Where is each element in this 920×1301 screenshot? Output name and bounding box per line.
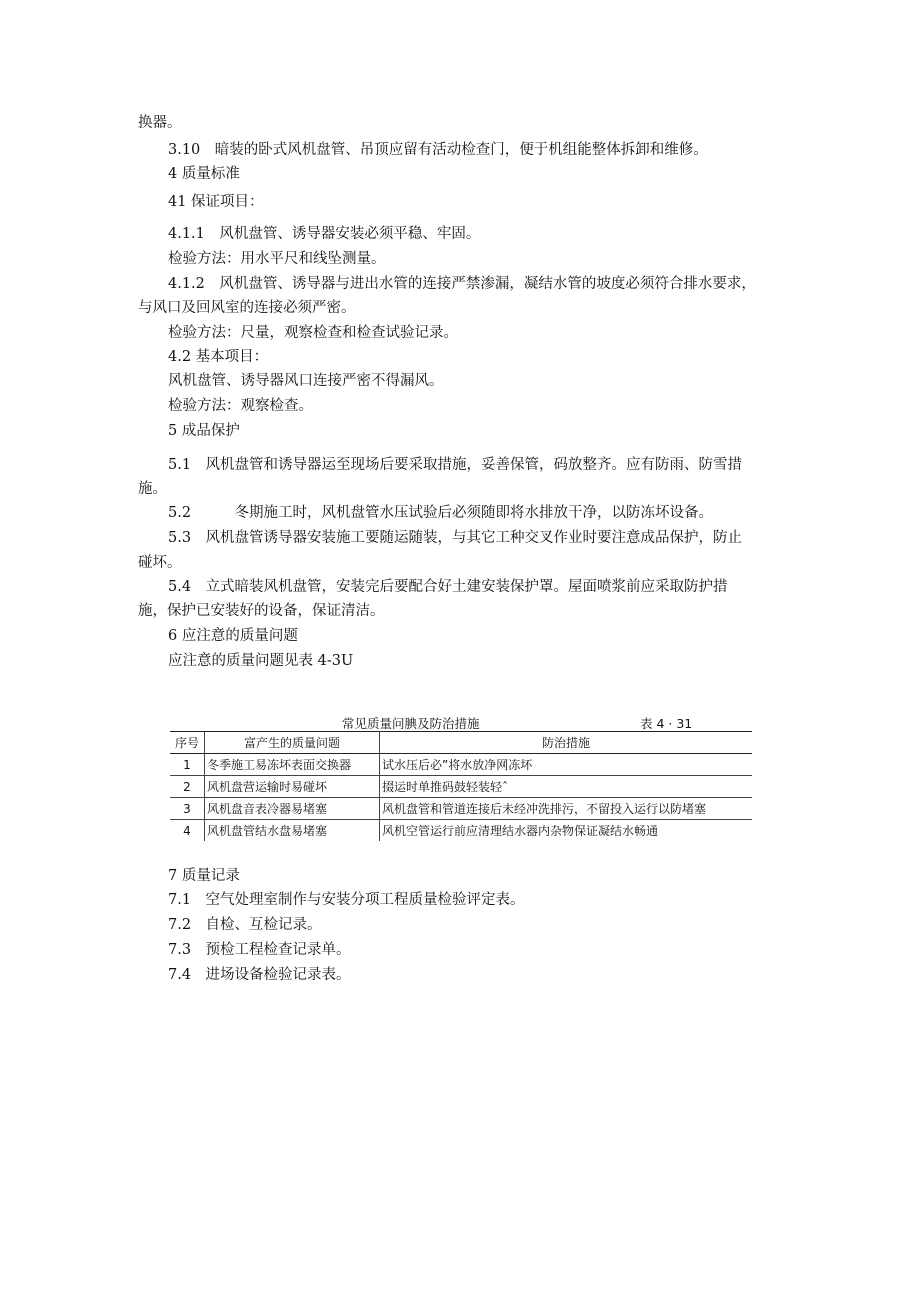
cell-index: 4	[183, 823, 191, 838]
text-line: 7.1 空气处理室制作与安装分项工程质量检验评定表。	[168, 892, 525, 908]
header-measure: 防治措施	[380, 732, 753, 754]
subsection-heading: 4.2 基本项目：	[168, 349, 269, 365]
text-line: 换器。	[138, 115, 182, 131]
header-index: 序号	[170, 732, 205, 754]
cell-problem: 冬季施工易冻坏表面交换器	[205, 754, 380, 776]
cell-measure: 风机盘管和管道连接后未经冲洗排污，不留投入运行以防堵塞	[380, 798, 753, 820]
cell-problem: 风机盘营运输时易碰坏	[205, 776, 380, 798]
cell-problem: 风机盘管结水盘易堵塞	[205, 820, 380, 842]
text-line: 5.3 风机盘管诱导器安装施工要随运随装，与其它工种交叉作业时要注意成品保护，防止	[168, 530, 743, 546]
table-caption	[170, 714, 752, 732]
text-line: 4.1.2 风机盘管、诱导器与进出水管的连接严禁渗漏，凝结水管的坡度必须符合排水要求，	[168, 276, 756, 292]
text-line: 5.4 立式暗装风机盘管，安装完后要配合好土建安装保护罩。屋面喷浆前应采取防护措	[168, 579, 728, 595]
text-line: 5.2 冬期施工时，风机盘管水压试验后必须随即将水排放干净，以防冻坏设备。	[168, 505, 714, 521]
table-row	[170, 776, 752, 798]
header-problem: 富产生的质量问题	[205, 732, 380, 754]
cell-problem: 风机盘音表冷器易堵塞	[205, 798, 380, 820]
table-row	[170, 754, 752, 776]
text-line: 7.4 进场设备检验记录表。	[168, 967, 351, 983]
text-line: 与风口及回风室的连接必须严密。	[138, 300, 356, 316]
text-line: 3.10 暗装的卧式风机盘管、吊顶应留有活动检查门，便于机组能整体拆卸和维修。	[168, 142, 708, 158]
table-row	[170, 798, 752, 820]
text-line: 7.3 预检工程检查记录单。	[168, 942, 351, 958]
section-heading: 5 成品保护	[168, 423, 240, 439]
table-title: 常见质量问腆及防治措施	[342, 716, 480, 731]
cell-index: 2	[170, 776, 205, 798]
text-line: 检验方法：用水平尺和线坠测量。	[168, 251, 386, 267]
table-header-row	[170, 732, 752, 754]
section-heading: 6 应注意的质量问题	[168, 628, 298, 644]
cell-index: 3	[170, 798, 205, 820]
text-line: 7.2 自检、互检记录。	[168, 917, 322, 933]
quality-problems-table	[170, 731, 752, 841]
cell-measure: 风机空管运行前应清理结水器内杂物保证凝结水畅通	[382, 824, 659, 838]
text-line: 风机盘管、诱导器风口连接严密不得漏风。	[168, 373, 444, 389]
text-line: 检验方法：观察检查。	[168, 398, 313, 414]
cell-measure: 掇运时单推码鼓轻装轻ˆ	[380, 776, 753, 798]
table-number: 表 4 · 31	[640, 716, 693, 731]
text-line: 施。	[138, 481, 167, 497]
text-line: 检验方法：尺量，观察检查和检查试验记录。	[168, 325, 458, 341]
text-line: 施，保护已安装好的设备，保证清洁。	[138, 603, 385, 619]
table-row	[170, 820, 752, 842]
cell-measure: 试水压后必”将水放净网冻坏	[380, 754, 753, 776]
section-heading: 4 质量标准	[168, 166, 240, 182]
subsection-heading: 41 保证项目：	[168, 194, 264, 210]
section-heading: 7 质量记录	[168, 868, 240, 884]
text-line: 应注意的质量问题见表 4-3U	[168, 653, 354, 669]
text-line: 碰坏。	[138, 555, 182, 571]
cell-index: 1	[170, 754, 205, 776]
text-line: 4.1.1 风机盘管、诱导器安装必须平稳、牢固。	[168, 226, 481, 242]
text-line: 5.1 风机盘管和诱导器运至现场后要采取措施，妥善保管，码放整齐。应有防雨、防雪措	[168, 457, 743, 473]
